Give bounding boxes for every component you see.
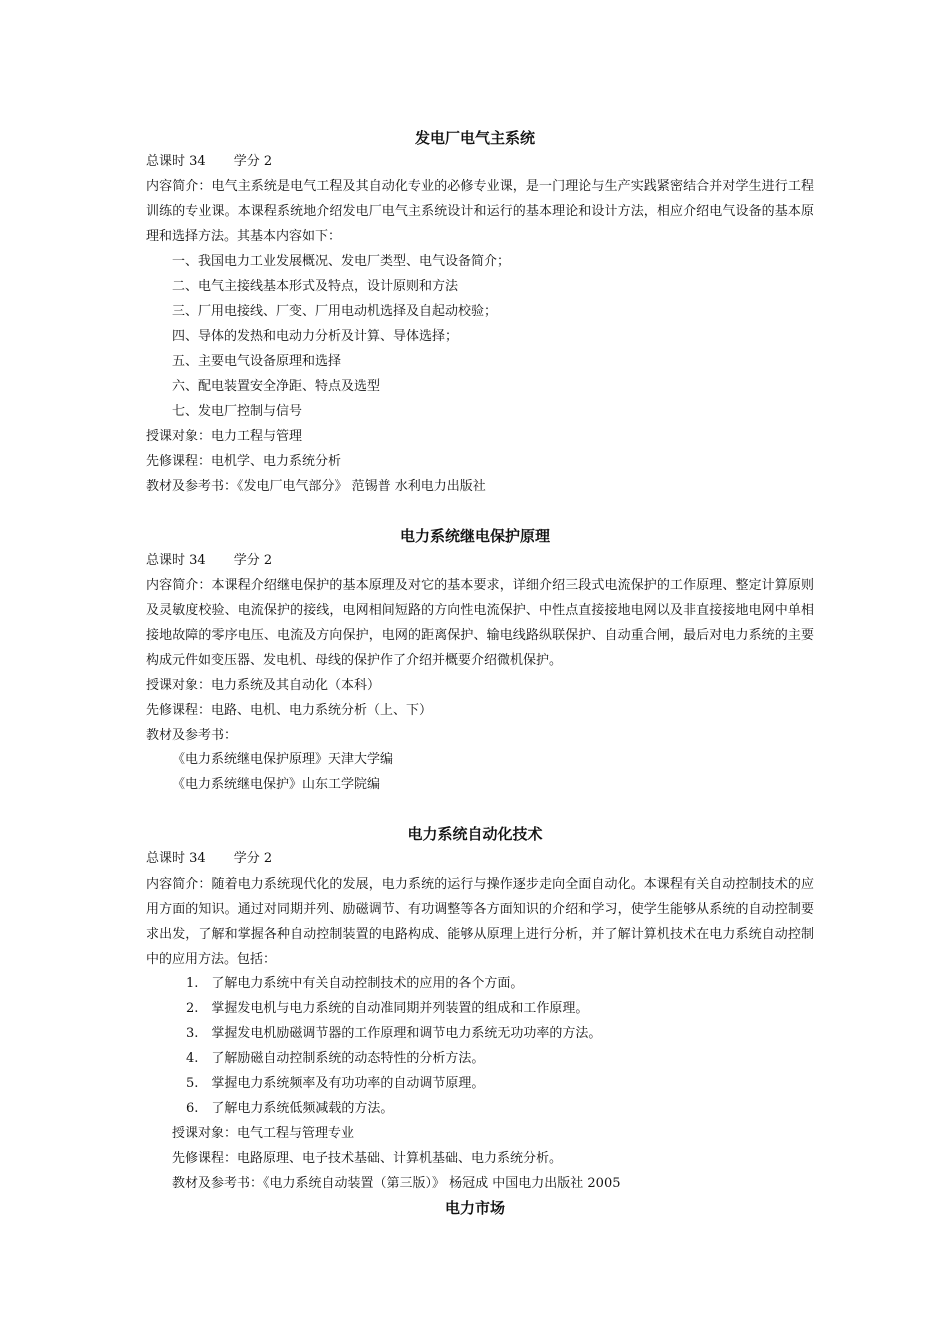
credits-2: 学分 2 [233, 553, 273, 568]
list-item-1-2: 二、电气主接线基本形式及特点，设计原则和方法 [172, 279, 459, 294]
credits-3: 学分 2 [233, 851, 273, 866]
course-meta-1 [146, 152, 272, 172]
list-item-3-5: 5. 掌握电力系统频率及有功功率的自动调节原理。 [186, 1076, 485, 1091]
hours-2: 总课时 34 [146, 553, 206, 568]
prereq-2: 先修课程：电路、电机、电力系统分析（上、下） [146, 703, 433, 718]
list-item-1-4: 四、导体的发热和电动力分析及计算、导体选择； [172, 329, 459, 344]
course-meta-2 [146, 551, 272, 571]
hours-3: 总课时 34 [146, 851, 206, 866]
books-3: 教材及参考书：《电力系统自动装置（第三版）》 杨冠成 中国电力出版社 2005 [172, 1176, 621, 1191]
credits-1: 学分 2 [233, 154, 273, 169]
list-item-3-3: 3. 掌握发电机励磁调节器的工作原理和调节电力系统无功功率的方法。 [186, 1026, 602, 1041]
book-2-1: 《电力系统继电保护原理》天津大学编 [172, 752, 394, 767]
course-meta-3 [146, 849, 272, 869]
target-3: 授课对象：电气工程与管理专业 [172, 1126, 355, 1141]
target-2: 授课对象：电力系统及其自动化（本科） [146, 678, 381, 693]
prereq-1: 先修课程：电机学、电力系统分析 [146, 454, 342, 469]
intro-3: 内容简介：随着电力系统现代化的发展，电力系统的运行与操作逐步走向全面自动化。本课程有关自动控制技术的应用方面的知识。通过对同期并列、励磁调节、有功调整等各方面知识的介绍和学习，使学生能够从系统的自动控制要求出发，了解和掌握各种自动控制装置的电路构成、能够从原理上进行分析，并了解计算机技术在电力系统自动控制中的应用方法。包括： [146, 877, 814, 967]
intro-1: 内容简介：电气主系统是电气工程及其自动化专业的必修专业课，是一门理论与生产实践紧密结合并对学生进行工程训练的专业课。本课程系统地介绍发电厂电气主系统设计和运行的基本理论和设计方法，相应介绍电气设备的基本原理和选择方法。其基本内容如下： [146, 179, 814, 244]
list-item-1-3: 三、厂用电接线、厂变、厂用电动机选择及自起动校验； [172, 304, 498, 319]
intro-2: 内容简介：本课程介绍继电保护的基本原理及对它的基本要求，详细介绍三段式电流保护的工作原理、整定计算原则及灵敏度校验、电流保护的接线，电网相间短路的方向性电流保护、中性点直接接地电网以及非直接接地电网中单相接地故障的零序电压、电流及方向保护，电网的距离保护、输电线路纵联保护、自动重合闸，最后对电力系统的主要构成元件如变压器、发电机、母线的保护作了介绍并概要介绍微机保护。 [146, 578, 814, 668]
list-item-3-1: 1. 了解电力系统中有关自动控制技术的应用的各个方面。 [186, 976, 524, 991]
book-2-2: 《电力系统继电保护》山东工学院编 [172, 777, 381, 792]
list-item-3-2: 2. 掌握发电机与电力系统的自动准同期并列装置的组成和工作原理。 [186, 1001, 589, 1016]
hours-1: 总课时 34 [146, 154, 206, 169]
list-item-3-4: 4. 了解励磁自动控制系统的动态特性的分析方法。 [186, 1051, 485, 1066]
list-item-1-6: 六、配电装置安全净距、特点及选型 [172, 379, 381, 394]
list-item-1-5: 五、主要电气设备原理和选择 [172, 354, 342, 369]
prereq-3: 先修课程：电路原理、电子技术基础、计算机基础、电力系统分析。 [172, 1151, 563, 1166]
books-label-2: 教材及参考书： [146, 728, 238, 743]
course-title-1: 发电厂电气主系统 [414, 129, 535, 147]
target-1: 授课对象：电力工程与管理 [146, 429, 303, 444]
books-1: 教材及参考书：《发电厂电气部分》 范锡普 水利电力出版社 [146, 479, 486, 494]
course-title-2: 电力系统继电保护原理 [399, 527, 550, 545]
course-title-4: 电力市场 [444, 1199, 505, 1217]
course-title-3: 电力系统自动化技术 [407, 825, 543, 843]
list-item-1-1: 一、我国电力工业发展概况、发电厂类型、电气设备简介； [172, 254, 511, 269]
list-item-3-6: 6. 了解电力系统低频减载的方法。 [186, 1101, 394, 1116]
list-item-1-7: 七、发电厂控制与信号 [172, 404, 303, 419]
